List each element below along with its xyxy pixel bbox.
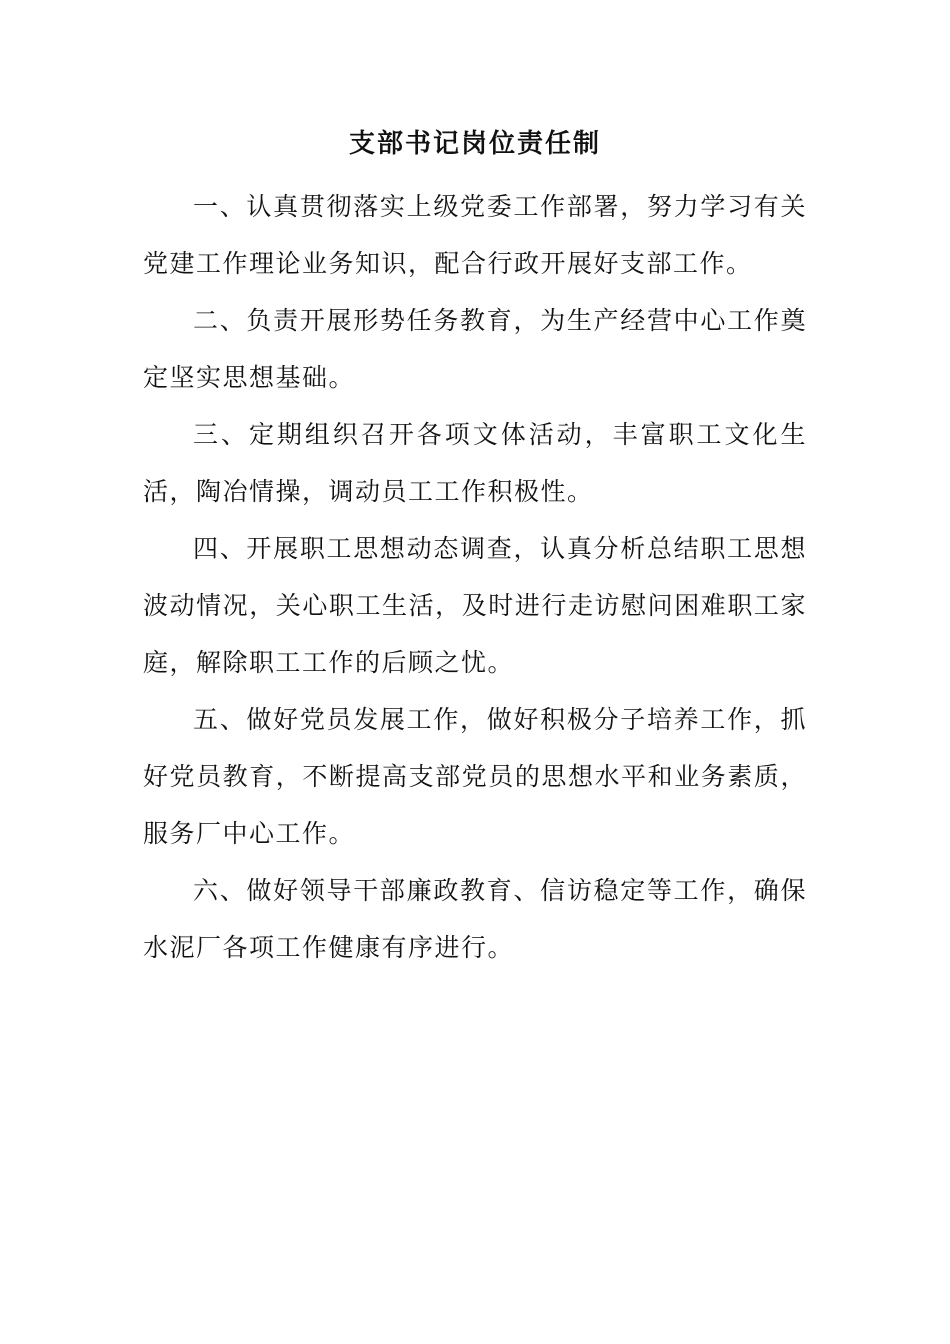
document-body [143, 178, 807, 976]
paragraph-1: 一、认真贯彻落实上级党委工作部署，努力学习有关党建工作理论业务知识，配合行政开展好支部工作。 [143, 192, 807, 278]
paragraph-3: 三、定期组织召开各项文体活动，丰富职工文化生活，陶冶情操，调动员工工作积极性。 [143, 420, 807, 506]
document-title: 支部书记岗位责任制 [348, 129, 601, 159]
paragraph-4: 四、开展职工思想动态调查，认真分析总结职工思想波动情况，关心职工生活，及时进行走访慰问困难职工家庭，解除职工工作的后顾之忧。 [143, 534, 807, 677]
paragraph-2: 二、负责开展形势任务教育，为生产经营中心工作奠定坚实思想基础。 [143, 306, 807, 392]
paragraph-6: 六、做好领导干部廉政教育、信访稳定等工作，确保水泥厂各项工作健康有序进行。 [143, 876, 807, 962]
paragraph-5: 五、做好党员发展工作，做好积极分子培养工作，抓好党员教育，不断提高支部党员的思想水平和业务素质，服务厂中心工作。 [143, 705, 807, 848]
